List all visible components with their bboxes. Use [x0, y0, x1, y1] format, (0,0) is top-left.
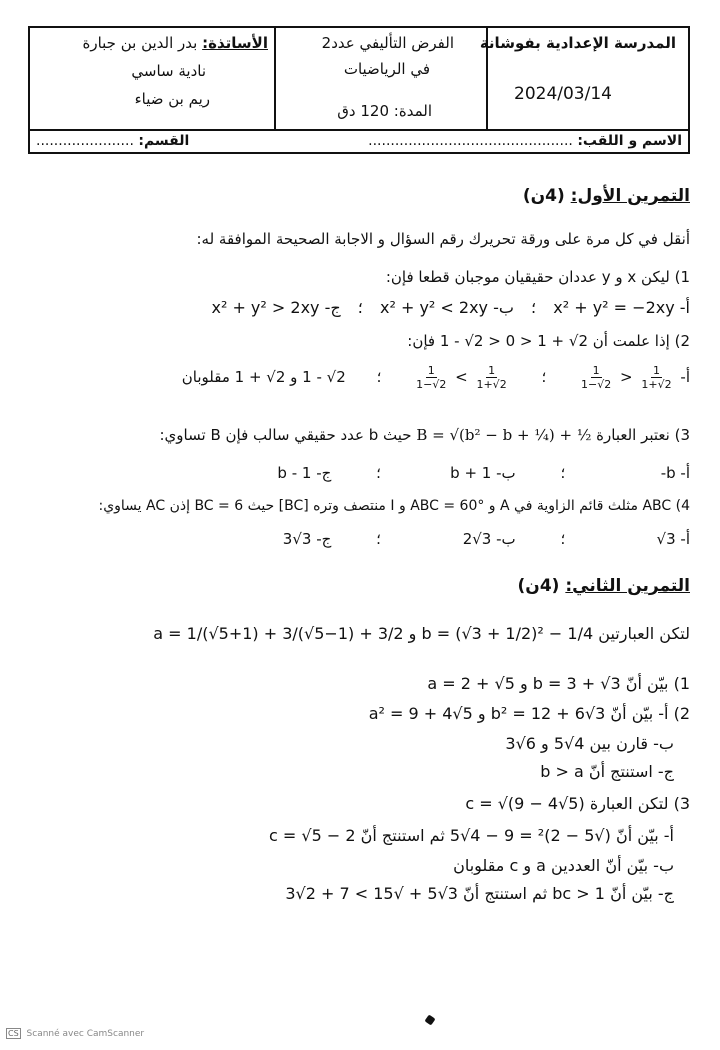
- ex2-q3c: ج- بيّن أنّ bc > 1 ثم استنتج أنّ 3√5 + √15 > 7 + 2√3: [285, 884, 674, 903]
- teachers-cell: [30, 28, 276, 129]
- camscanner-icon: CS: [8, 1029, 19, 1038]
- ex1-q2-options: أ- $\frac{1}{1-√2}$ > $\frac{1}{1+√2}$ ؛ $\frac{1}{1-√2}$ < $\frac{1}{1+√2}$ ؛ 2√ - 1 و 2√ + 1 مقلوبان: [181, 364, 690, 391]
- ex1-title-line: [523, 186, 690, 206]
- ex1-q4-c: ج- 3√3: [282, 530, 332, 548]
- ex2-intro: لتكن العبارتين: [598, 624, 690, 643]
- name-dots: ..............................................: [368, 133, 573, 149]
- teachers-label: الأساتذة:: [202, 34, 268, 52]
- duration: المدة: 120 دق: [337, 102, 432, 120]
- ex2-q2b: ب- قارن بين 4√5 و 6√3: [505, 734, 674, 753]
- subject-name: في الرياضيات: [343, 60, 430, 78]
- class-label: القسم:: [138, 133, 190, 149]
- ex2-title-line: [518, 576, 690, 596]
- ex1-q2-a-label: أ-: [680, 368, 690, 386]
- exam-header: [28, 26, 690, 154]
- ex1-instruction: أنقل في كل مرة على ورقة تحريرك رقم السؤال و الاجابة الصحيحة الموافقة له:: [196, 230, 690, 248]
- ex1-q4-b: ب- 3√2: [462, 530, 516, 548]
- class-field: [36, 133, 189, 149]
- ex2-b-expr: b = (√3 + 1/2)² − 1/4: [421, 624, 594, 643]
- ex1-q2: 2) إذا علمت أن 2√ + 1 < 0 < 2√ - 1 فإن:: [407, 332, 690, 350]
- ex2-a-expr: a = 1/(√5+1) + 3/(√5−1) + 3/2: [153, 624, 404, 643]
- ex1-q1-options: أ- x² + y² = −2xy ؛ ب- x² + y² < 2xy ؛ ج- x² + y² > 2xy: [211, 298, 690, 317]
- scanner-watermark: [6, 1028, 144, 1039]
- ex1-q2-c: 2√ - 1 و 2√ + 1 مقلوبان: [181, 368, 346, 386]
- ex1-q4: 4) ABC مثلث قائم الزاوية في A و ABC = 60° و I منتصف وتره [BC] حيث BC = 6 إذن AC يساوي:: [98, 498, 690, 514]
- ink-mark: [424, 1014, 435, 1025]
- ex1-q3-a: أ- b-: [660, 464, 690, 482]
- ex1-q3-start: 3) نعتبر العبارة: [596, 426, 690, 444]
- ex1-q4-options: أ- 3√ ؛ ب- 3√2 ؛ ج- 3√3: [282, 530, 690, 548]
- ex1-q1-c: ج- x² + y² > 2xy: [211, 298, 341, 317]
- teachers-line: [82, 34, 268, 52]
- name-field: [368, 133, 682, 149]
- ex1-q4-a: أ- 3√: [656, 530, 690, 548]
- ex1-q3-options: أ- b- ؛ ب- b + 1 ؛ ج- b - 1: [277, 464, 690, 482]
- ex2-intro-line: [153, 624, 690, 643]
- ex2-q3b: ب- بيّن أنّ العددين a و c مقلوبان: [453, 856, 674, 875]
- ex2-points: (4ن): [517, 576, 560, 596]
- ex2-title: التمرين الثاني:: [565, 576, 690, 596]
- name-row: [30, 131, 688, 153]
- teacher-2: نادية ساسي: [131, 62, 206, 80]
- subject-cell: [274, 28, 488, 129]
- ex1-q1-b: ب- x² + y² < 2xy: [379, 298, 514, 317]
- ex1-q1: 1) ليكن x و y عددان حقيقيان موجبان قطعا فإن:: [385, 268, 690, 286]
- ex1-q1-a: أ- x² + y² = −2xy: [553, 298, 690, 317]
- ex2-q3: 3) لتكن العبارة c = √(9 − 4√5): [465, 794, 690, 813]
- scanner-text: Scanné avec CamScanner: [26, 1029, 145, 1039]
- ex1-q3-b: ب- b + 1: [450, 464, 516, 482]
- ex2-q2a: 2) أ- بيّن أنّ b² = 12 + 6√3 و a² = 9 + 4√5: [368, 704, 690, 723]
- ex2-q2c: ج- استنتج أنّ b > a: [540, 762, 674, 781]
- ex1-q2-a: $\frac{1}{1-√2}$ > $\frac{1}{1+√2}$: [581, 364, 672, 391]
- ex1-title: التمرين الأول:: [570, 186, 690, 206]
- test-title: الفرض التأليفي عدد2: [321, 34, 454, 52]
- ex1-points: (4ن): [522, 186, 565, 206]
- ex1-q3: [160, 426, 691, 444]
- ex2-and: و: [408, 624, 417, 643]
- class-dots: ......................: [36, 133, 134, 149]
- school-cell: [479, 28, 688, 129]
- teacher-3: ريم بن ضياء: [134, 90, 210, 108]
- teacher-1: بدر الدين بن جبارة: [82, 34, 198, 52]
- school-name: المدرسة الإعدادية بفوشانة: [479, 34, 676, 52]
- name-label: الاسم و اللقب:: [577, 133, 682, 149]
- ex1-q3-c: ج- b - 1: [277, 464, 332, 482]
- ex2-q3a: أ- بيّن أنّ (√5 − 2)² = 9 − 4√5 ثم استنتج أنّ c = √5 − 2: [269, 826, 674, 845]
- ex1-q2-b: $\frac{1}{1-√2}$ < $\frac{1}{1+√2}$: [416, 364, 507, 391]
- exam-date: 2024/03/14: [514, 84, 612, 104]
- ex1-q3-end: حيث b عدد حقيقي سالب فإن B تساوي:: [159, 426, 412, 444]
- ex1-q3-expr: B = √(b² − b + ¼) + ½: [416, 426, 592, 444]
- ex2-q1: 1) بيّن أنّ b = 3 + √3 و a = 2 + √5: [427, 674, 690, 693]
